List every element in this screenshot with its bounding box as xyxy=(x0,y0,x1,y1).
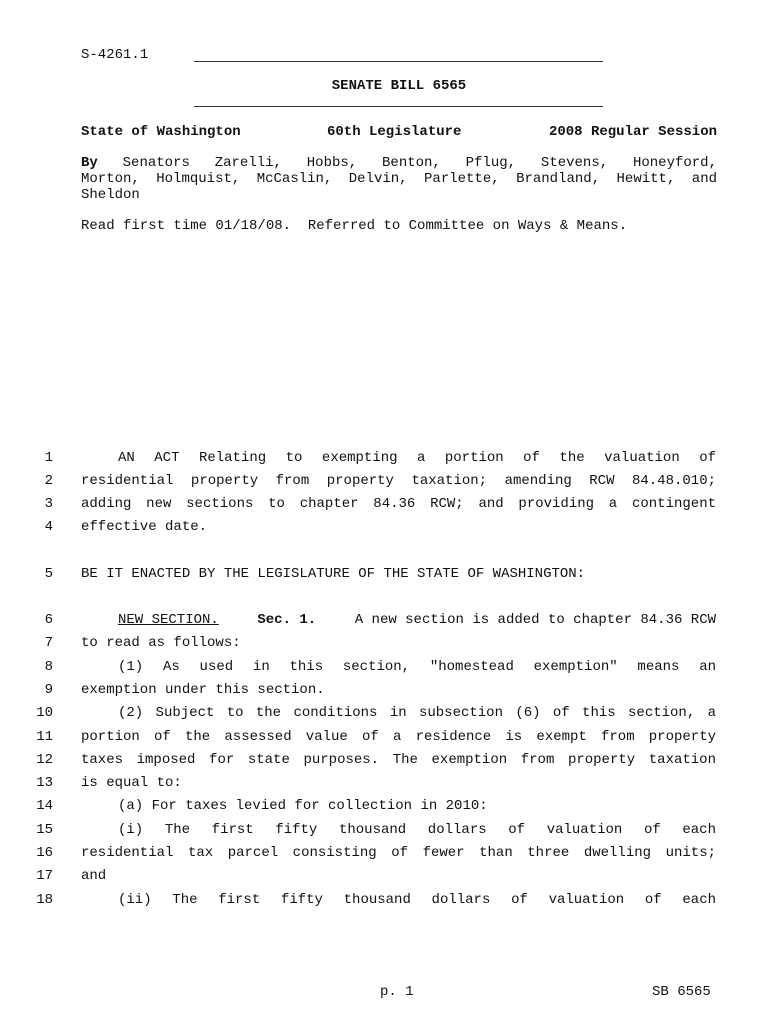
state-label: State of Washington xyxy=(81,124,241,140)
line-number: 13 xyxy=(36,775,53,791)
line-number: 16 xyxy=(36,845,53,861)
by-label: By xyxy=(81,155,98,171)
line-text: is equal to: xyxy=(81,775,182,791)
line-row xyxy=(0,752,770,775)
page-number: p. 1 xyxy=(380,984,414,1000)
line-number: 5 xyxy=(44,566,53,582)
new-section-label: NEW SECTION. xyxy=(118,612,219,628)
line-row xyxy=(0,845,770,868)
line-number: 18 xyxy=(36,892,53,908)
session-label: 2008 Regular Session xyxy=(548,124,717,140)
line-text: (2) Subject to the conditions in subsection (6) of this section, a xyxy=(118,705,716,721)
line-text: portion of the assessed value of a residence is exempt from property xyxy=(81,729,716,745)
line-row xyxy=(0,892,770,915)
legislature-label: 60th Legislature xyxy=(327,124,462,140)
line-text xyxy=(81,612,716,628)
line-number: 4 xyxy=(44,519,53,535)
line-row xyxy=(0,682,770,705)
line-number: 14 xyxy=(36,798,53,814)
footer-bill-ref: SB 6565 xyxy=(652,984,711,1000)
line-row xyxy=(0,473,770,496)
sponsors xyxy=(81,155,717,203)
line-number: 12 xyxy=(36,752,53,768)
line-number: 10 xyxy=(36,705,53,721)
line-number: 3 xyxy=(44,496,53,512)
line-number: 15 xyxy=(36,822,53,838)
line-row xyxy=(0,822,770,845)
sponsors-line-2: Morton, Holmquist, McCaslin, Delvin, Parlette, Brandland, Hewitt, and xyxy=(81,171,717,187)
header-rule-bottom xyxy=(194,106,603,107)
bill-title: SENATE BILL 6565 xyxy=(331,78,467,94)
line-text: (i) The first fifty thousand dollars of valuation of each xyxy=(118,822,716,838)
section-text: A new section is added to chapter 84.36 RCW xyxy=(354,612,716,628)
section-number: Sec. 1. xyxy=(257,612,317,628)
line-text: exemption under this section. xyxy=(81,682,325,698)
line-number: 9 xyxy=(44,682,53,698)
read-first-note: Read first time 01/18/08. Referred to Committee on Ways & Means. xyxy=(81,218,628,234)
bill-code: S-4261.1 xyxy=(81,47,149,63)
sponsors-line-3: Sheldon xyxy=(81,187,140,203)
line-row xyxy=(0,659,770,682)
line-row xyxy=(0,635,770,658)
line-text: AN ACT Relating to exempting a portion of the valuation of xyxy=(118,450,716,466)
line-row xyxy=(0,450,770,473)
line-text: residential property from property taxation; amending RCW 84.48.010; xyxy=(81,473,716,489)
line-number: 2 xyxy=(44,473,53,489)
line-number: 17 xyxy=(36,868,53,884)
line-text: BE IT ENACTED BY THE LEGISLATURE OF THE STATE OF WASHINGTON: xyxy=(81,566,586,582)
line-number: 11 xyxy=(36,729,53,745)
line-text: effective date. xyxy=(81,519,208,535)
line-row xyxy=(0,868,770,891)
sponsors-text-1: Senators Zarelli, Hobbs, Benton, Pflug, Stevens, Honeyford, xyxy=(122,155,717,171)
line-text: and xyxy=(81,868,107,884)
line-text: (1) As used in this section, "homestead exemption" means an xyxy=(118,659,716,675)
line-text: residential tax parcel consisting of fewer than three dwelling units; xyxy=(81,845,716,861)
line-text: (ii) The first fifty thousand dollars of valuation of each xyxy=(118,892,716,908)
sponsors-line-1 xyxy=(81,155,717,171)
line-text: to read as follows: xyxy=(81,635,241,651)
line-number: 1 xyxy=(44,450,53,466)
line-number: 6 xyxy=(44,612,53,628)
line-row xyxy=(0,496,770,519)
line-row xyxy=(0,729,770,752)
line-text: adding new sections to chapter 84.36 RCW; and providing a contingent xyxy=(81,496,716,512)
line-row xyxy=(0,705,770,728)
line-row xyxy=(0,612,770,635)
line-row xyxy=(0,775,770,798)
line-text: taxes imposed for state purposes. The exemption from property taxation xyxy=(81,752,716,768)
line-row xyxy=(0,566,770,589)
line-text: (a) For taxes levied for collection in 2010: xyxy=(118,798,488,814)
line-number: 8 xyxy=(44,659,53,675)
line-row xyxy=(0,798,770,821)
header-rule-top xyxy=(194,61,603,62)
line-row xyxy=(0,519,770,542)
line-number: 7 xyxy=(44,635,53,651)
